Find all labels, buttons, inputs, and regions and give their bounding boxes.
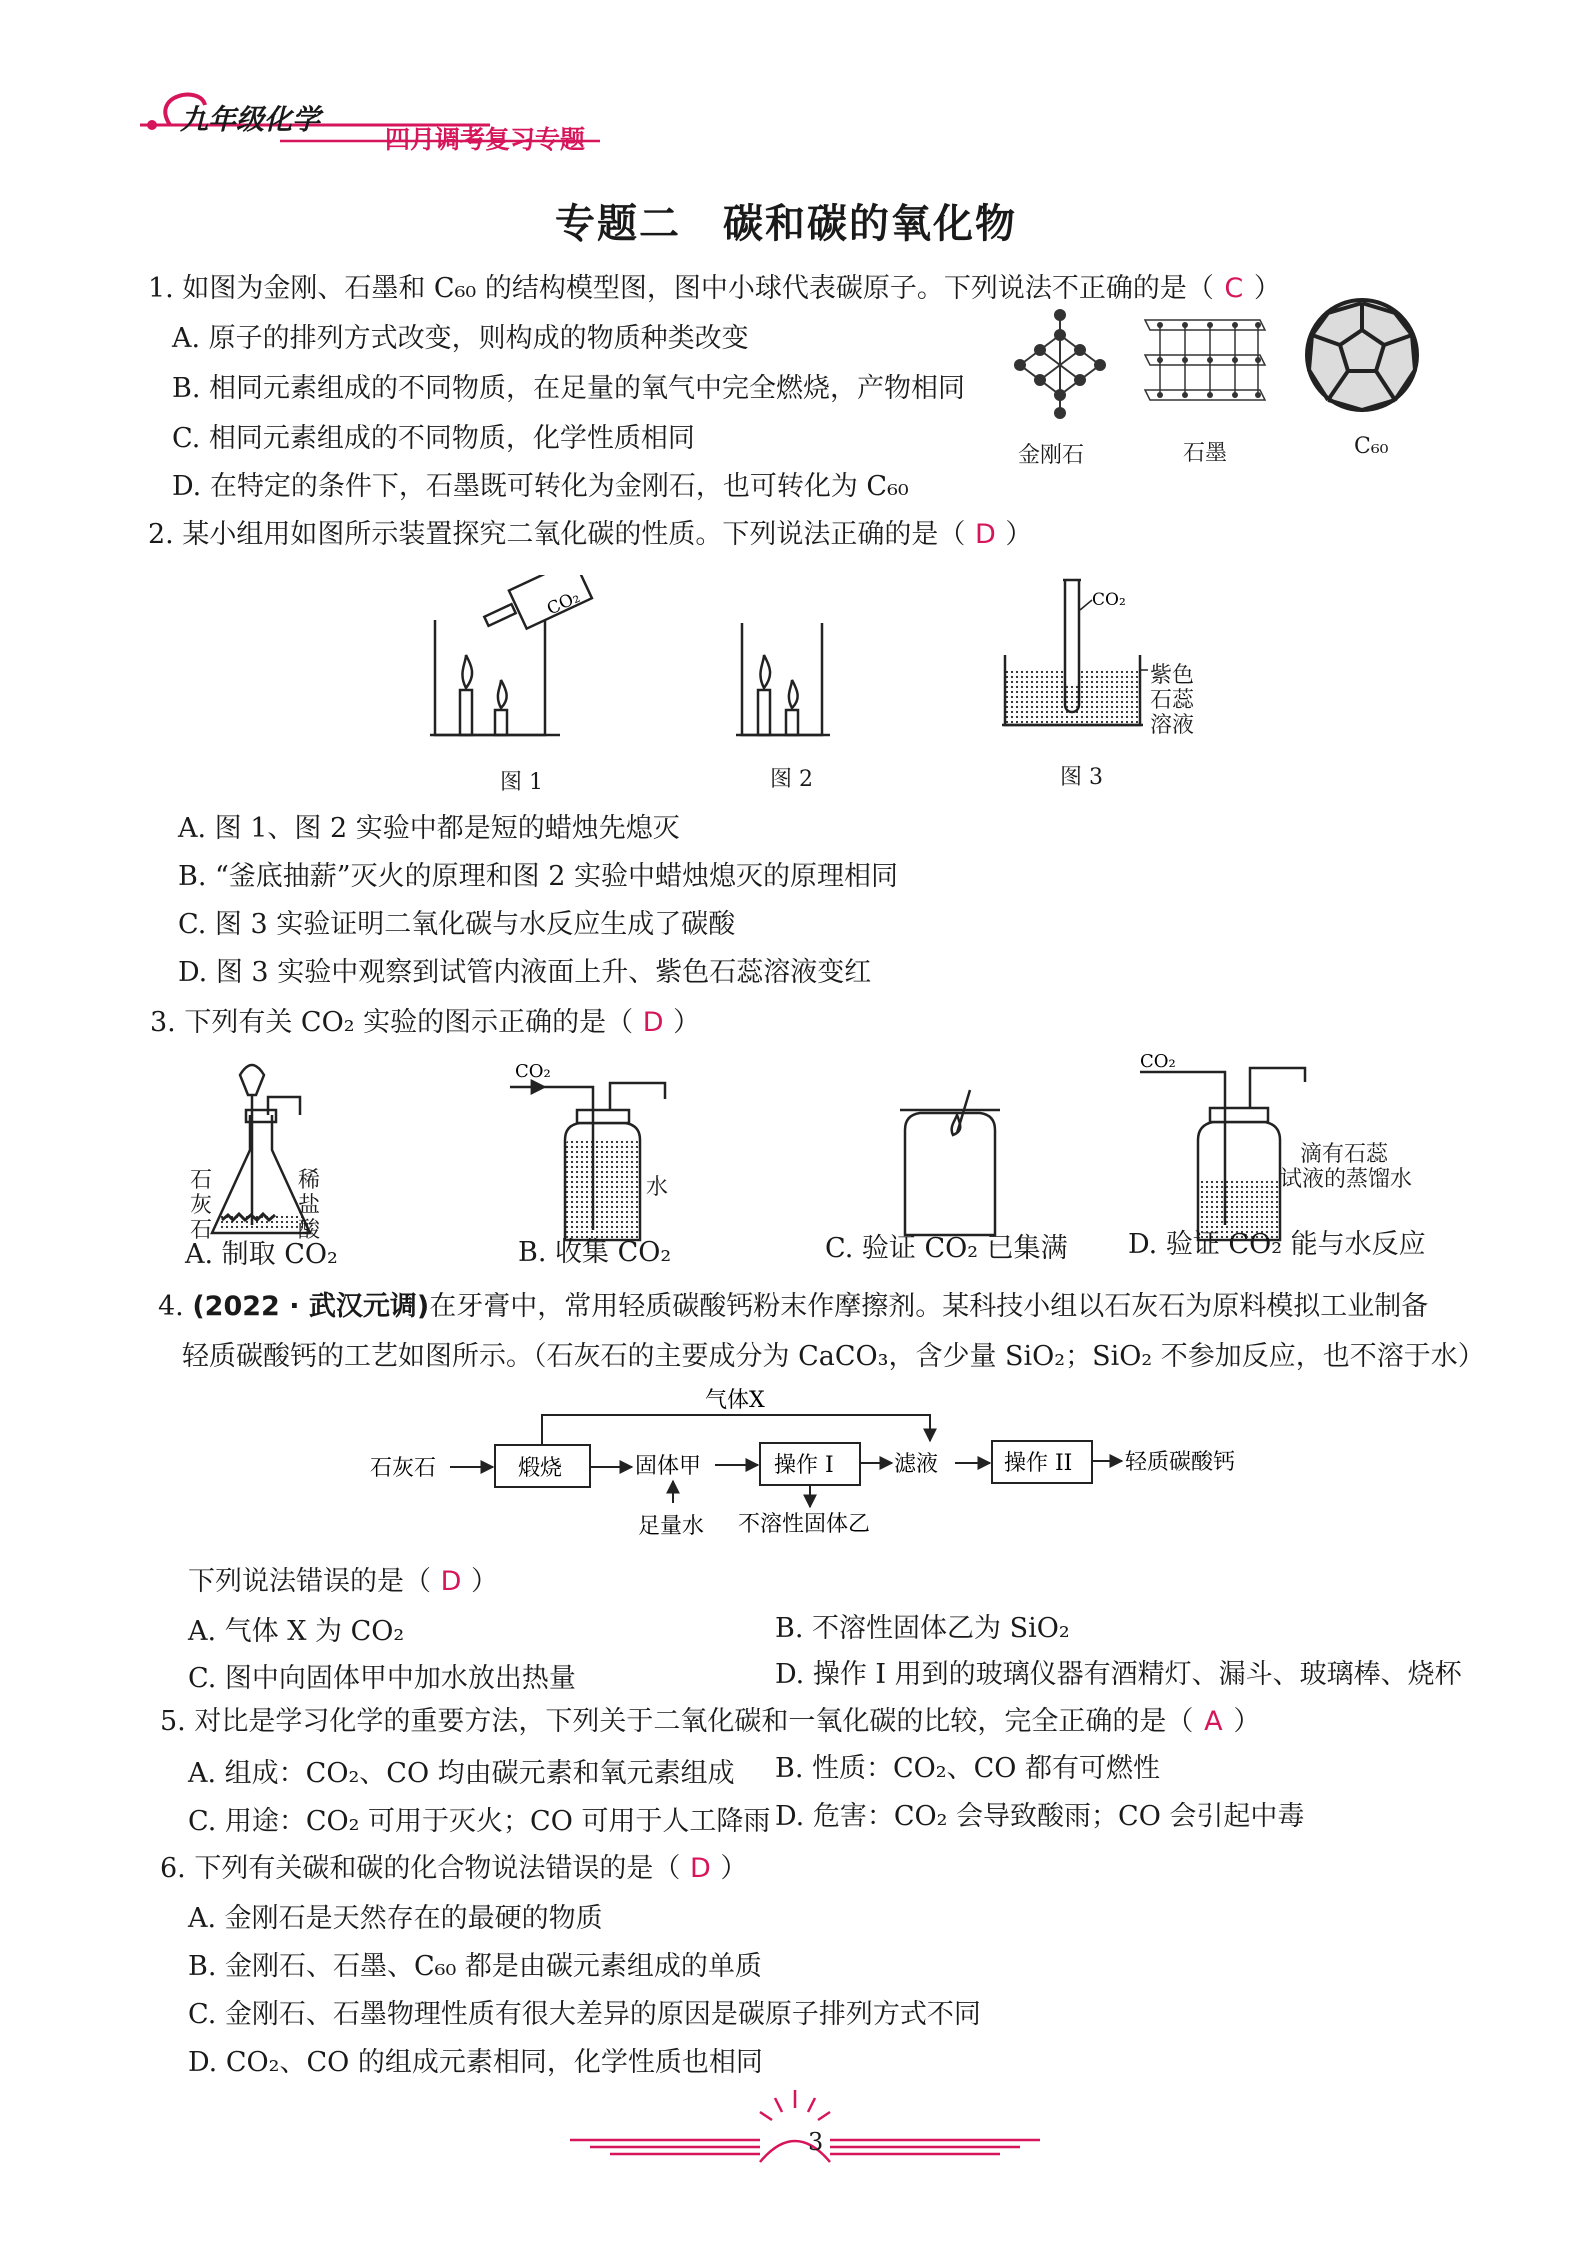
q1-option-a: A. 原子的排列方式改变，则构成的物质种类改变: [172, 323, 749, 354]
q3-label-acid-1: 稀: [298, 1168, 321, 1193]
q2-fig3-co2-label: CO₂: [1092, 590, 1126, 610]
q2-close: ）: [1005, 519, 1033, 550]
q3-answer: D: [642, 1007, 664, 1038]
q4-stem-text-1: 在牙膏中，常用轻质碳酸钙粉末作摩擦剂。某科技小组以石灰石为原料模拟工业制备: [429, 1291, 1429, 1322]
q2-option-a: A. 图 1、图 2 实验中都是短的蜡烛先熄灭: [178, 813, 680, 844]
q2-fig1-co2-label: CO₂: [543, 587, 584, 620]
q4-stem-line2: 轻质碳酸钙的工艺如图所示。（石灰石的主要成分为 CaCO₃，含少量 SiO₂；SiO₂ 不参加反应，也不溶于水）: [182, 1341, 1485, 1372]
q5-option-a: A. 组成：CO₂、CO 均由碳元素和氧元素组成: [188, 1758, 735, 1789]
q1-stem-text: 1. 如图为金刚、石墨和 C₆₀ 的结构模型图，图中小球代表碳原子。下列说法不正确的是（: [148, 273, 1214, 304]
q6-option-a: A. 金刚石是天然存在的最硬的物质: [188, 1903, 603, 1934]
q3-label-limestone-3: 石: [190, 1218, 213, 1243]
q6-stem-text: 6. 下列有关碳和碳的化合物说法错误的是（: [160, 1853, 681, 1884]
flow-water: 足量水: [638, 1514, 705, 1539]
q4-option-b: B. 不溶性固体乙为 SiO₂: [775, 1613, 1070, 1644]
q3-figure-d-caption: D. 验证 CO₂ 能与水反应: [1128, 1229, 1426, 1260]
q4-close: ）: [471, 1566, 498, 1597]
q3-stem-text: 3. 下列有关 CO₂ 实验的图示正确的是（: [150, 1007, 634, 1038]
q6-stem: [160, 1852, 747, 1886]
q6-close: ）: [720, 1853, 748, 1884]
q4-option-c: C. 图中向固体甲中加水放出热量: [188, 1663, 576, 1694]
q5-option-b: B. 性质：CO₂、CO 都有可燃性: [775, 1753, 1161, 1784]
q4-stem-line1: 4. (2022 · 武汉元调)在牙膏中，常用轻质碳酸钙粉末作摩擦剂。某科技小组以石灰石为原料模拟工业制备: [158, 1291, 1429, 1322]
c60-structure-figure: [1300, 295, 1425, 415]
q2-litmus-label-2: 石蕊: [1150, 688, 1195, 713]
q6-answer: D: [689, 1853, 711, 1884]
q2-stem: [148, 518, 1032, 552]
q4-source: (2022 · 武汉元调): [192, 1291, 430, 1322]
q3-figure-c-caption: C. 验证 CO₂ 已集满: [825, 1233, 1068, 1264]
q3-figure-b-bottle: [505, 1055, 685, 1245]
q3-label-acid-2: 盐: [298, 1193, 321, 1218]
flow-solid-b: 不溶性固体乙: [738, 1512, 871, 1537]
q4-option-d: D. 操作 I 用到的玻璃仪器有酒精灯、漏斗、玻璃棒、烧杯: [775, 1659, 1462, 1690]
figure-label-c60: C₆₀: [1354, 434, 1389, 459]
q3-d-co2-label: CO₂: [1140, 1051, 1176, 1072]
q5-close: ）: [1233, 1706, 1261, 1737]
q2-stem-text: 2. 某小组用如图所示装置探究二氧化碳的性质。下列说法正确的是（: [148, 519, 966, 550]
flow-operation-1: 操作 I: [774, 1453, 834, 1478]
q2-figure-1-caption: 图 1: [500, 770, 543, 795]
figure-label-graphite: 石墨: [1183, 441, 1228, 466]
graphite-structure-figure: [1140, 305, 1270, 405]
q2-option-c: C. 图 3 实验证明二氧化碳与水反应生成了碳酸: [178, 909, 736, 940]
q4-ask-text: 下列说法错误的是（: [188, 1566, 431, 1597]
q6-option-b: B. 金刚石、石墨、C₆₀ 都是由碳元素组成的单质: [188, 1951, 762, 1982]
flow-filtrate: 滤液: [894, 1452, 939, 1477]
flow-calcine: 煅烧: [518, 1456, 563, 1481]
q2-answer: D: [974, 519, 996, 550]
q3-figure-c-bottle: [895, 1085, 1005, 1245]
q3-label-litmus-water-1: 滴有石蕊: [1300, 1142, 1389, 1167]
q6-option-d: D. CO₂、CO 的组成元素相同，化学性质也相同: [188, 2047, 763, 2078]
q2-figure-1: [420, 575, 630, 745]
flow-operation-2: 操作 II: [1004, 1451, 1073, 1476]
q1-stem: [148, 272, 1281, 306]
q1-close: ）: [1253, 273, 1281, 304]
q3-label-limestone-2: 灰: [190, 1193, 213, 1218]
q2-option-b: B. “釜底抽薪”灭火的原理和图 2 实验中蜡烛熄灭的原理相同: [178, 861, 898, 892]
figure-label-diamond: 金刚石: [1018, 443, 1085, 468]
footer-decoration: [560, 2080, 1060, 2170]
q2-litmus-label-1: 紫色: [1150, 663, 1195, 688]
flow-solid-a: 固体甲: [635, 1454, 702, 1479]
q3-stem: [150, 1006, 700, 1040]
q3-close: ）: [673, 1007, 701, 1038]
q3-figure-b-caption: B. 收集 CO₂: [518, 1237, 672, 1268]
q4-ask: [188, 1565, 498, 1599]
header-grade: 九年级化学: [180, 103, 321, 136]
q2-litmus-label-3: 溶液: [1150, 713, 1195, 738]
header-series: 四月调考复习专题: [385, 125, 586, 154]
page-title: 专题二 碳和碳的氧化物: [555, 201, 1017, 247]
flow-gas-x: 气体X: [705, 1388, 765, 1413]
q5-option-c: C. 用途：CO₂ 可用于灭火；CO 可用于人工降雨: [188, 1806, 771, 1837]
page-number: 3: [808, 2128, 824, 2156]
q1-option-b: B. 相同元素组成的不同物质，在足量的氧气中完全燃烧，产物相同: [172, 373, 966, 404]
q2-figure-3-caption: 图 3: [1060, 765, 1103, 790]
q2-figure-2: [730, 615, 840, 745]
q1-option-d: D. 在特定的条件下，石墨既可转化为金刚石，也可转化为 C₆₀: [172, 471, 909, 502]
q2-figure-2-caption: 图 2: [770, 767, 813, 792]
q3-figure-d-bottle: [1140, 1050, 1310, 1245]
q3-label-acid-3: 酸: [298, 1218, 321, 1243]
q3-figure-a-caption: A. 制取 CO₂: [185, 1239, 338, 1270]
q1-option-c: C. 相同元素组成的不同物质，化学性质相同: [172, 423, 695, 454]
q5-stem: [160, 1705, 1260, 1739]
q5-answer: A: [1204, 1706, 1223, 1737]
q5-stem-text: 5. 对比是学习化学的重要方法，下列关于二氧化碳和一氧化碳的比较，完全正确的是（: [160, 1706, 1194, 1737]
diamond-structure-figure: [1000, 305, 1120, 420]
q3-label-litmus-water-2: 试液的蒸馏水: [1280, 1167, 1413, 1192]
q5-option-d: D. 危害：CO₂ 会导致酸雨；CO 会引起中毒: [775, 1801, 1305, 1832]
flow-limestone: 石灰石: [370, 1456, 437, 1481]
q2-option-d: D. 图 3 实验中观察到试管内液面上升、紫色石蕊溶液变红: [178, 957, 872, 988]
q3-label-limestone-1: 石: [190, 1168, 213, 1193]
flow-product: 轻质碳酸钙: [1125, 1450, 1236, 1475]
q4-answer: D: [440, 1566, 462, 1597]
q4-option-a: A. 气体 X 为 CO₂: [188, 1616, 405, 1647]
q3-b-co2-label: CO₂: [515, 1061, 551, 1082]
q6-option-c: C. 金刚石、石墨物理性质有很大差异的原因是碳原子排列方式不同: [188, 1999, 981, 2030]
q1-answer: C: [1224, 273, 1244, 304]
q3-label-water: 水: [646, 1175, 669, 1200]
q4-process-flowchart: [370, 1385, 1270, 1545]
